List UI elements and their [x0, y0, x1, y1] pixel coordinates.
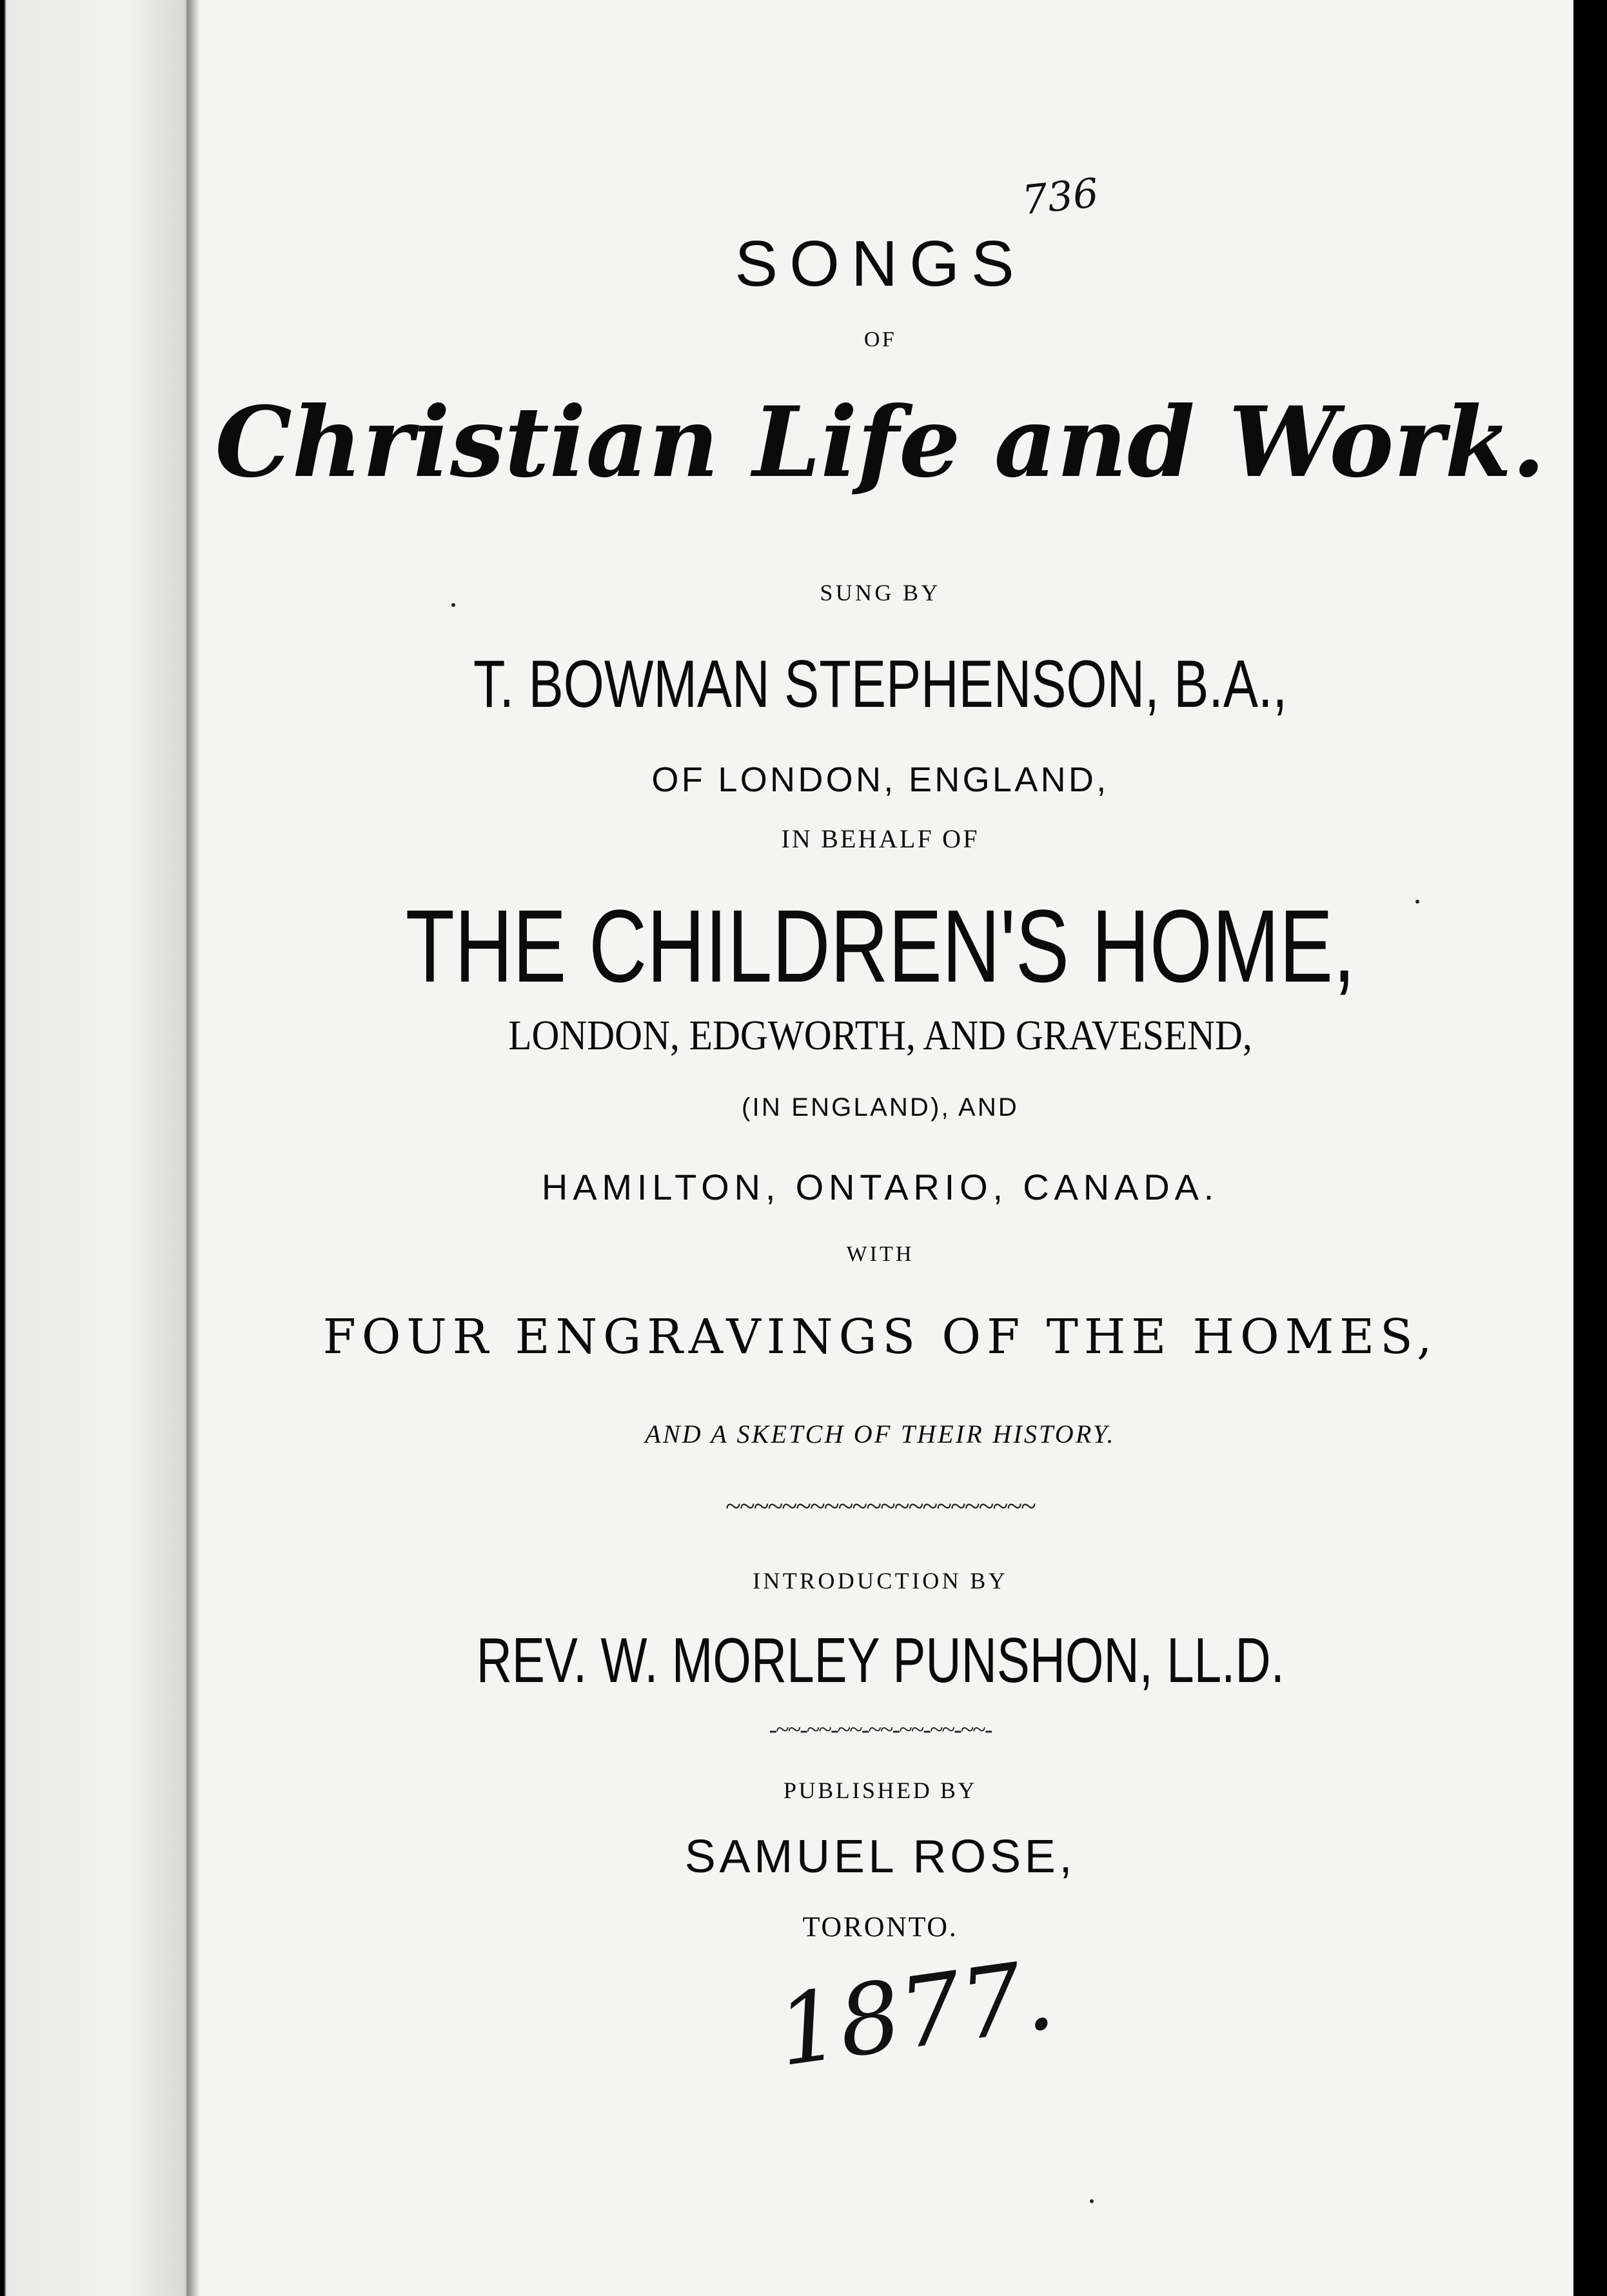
- author-name-line: [187, 646, 1573, 723]
- songs-heading: SONGS: [734, 228, 1026, 300]
- speck: [1090, 2199, 1094, 2203]
- history-sketch: AND A SKETCH OF THEIR HISTORY.: [645, 1420, 1116, 1449]
- introducer-name: REV. W. MORLEY PUNSHON, LL.D.: [476, 1625, 1285, 1696]
- author-name: T. BOWMAN STEPHENSON, B.A.,: [473, 647, 1288, 722]
- book-gutter: [0, 0, 193, 2296]
- locations-england: LONDON, EDGWORTH, AND GRAVESEND,: [508, 1012, 1252, 1059]
- location-canada: HAMILTON, ONTARIO, CANADA.: [541, 1167, 1219, 1207]
- sung-by-label: SUNG BY: [820, 580, 941, 606]
- introduction-by-label: INTRODUCTION BY: [753, 1568, 1008, 1594]
- publisher-city: TORONTO.: [802, 1911, 958, 1943]
- scan-border: [1573, 0, 1607, 2296]
- of-label: OF: [863, 328, 897, 351]
- catalog-number: 736: [1020, 169, 1101, 224]
- speck: [1415, 900, 1419, 904]
- institution-name: THE CHILDREN'S HOME,: [405, 888, 1356, 1004]
- in-behalf-of-label: IN BEHALF OF: [781, 824, 980, 853]
- published-by-label: PUBLISHED BY: [783, 1777, 978, 1803]
- author-location: OF LONDON, ENGLAND,: [651, 760, 1109, 799]
- publisher-name: SAMUEL ROSE,: [684, 1831, 1076, 1883]
- institution-line: [187, 887, 1573, 1007]
- ornament-divider-2: -~~-~~-~~-~~-~~-~~-~~-: [769, 1716, 992, 1743]
- with-label: WITH: [846, 1242, 914, 1266]
- main-title: Christian Life and Work.: [215, 386, 1546, 499]
- ornament-divider-1: ~~~~~~~~~~~~~~~~~~~~~~: [725, 1490, 1035, 1522]
- in-england-label: (IN ENGLAND), AND: [741, 1093, 1019, 1122]
- engravings-line: FOUR ENGRAVINGS OF THE HOMES,: [322, 1309, 1438, 1365]
- introducer-line: [187, 1624, 1573, 1697]
- speck: [451, 603, 455, 607]
- handwritten-year: 1877.: [770, 1938, 1061, 2089]
